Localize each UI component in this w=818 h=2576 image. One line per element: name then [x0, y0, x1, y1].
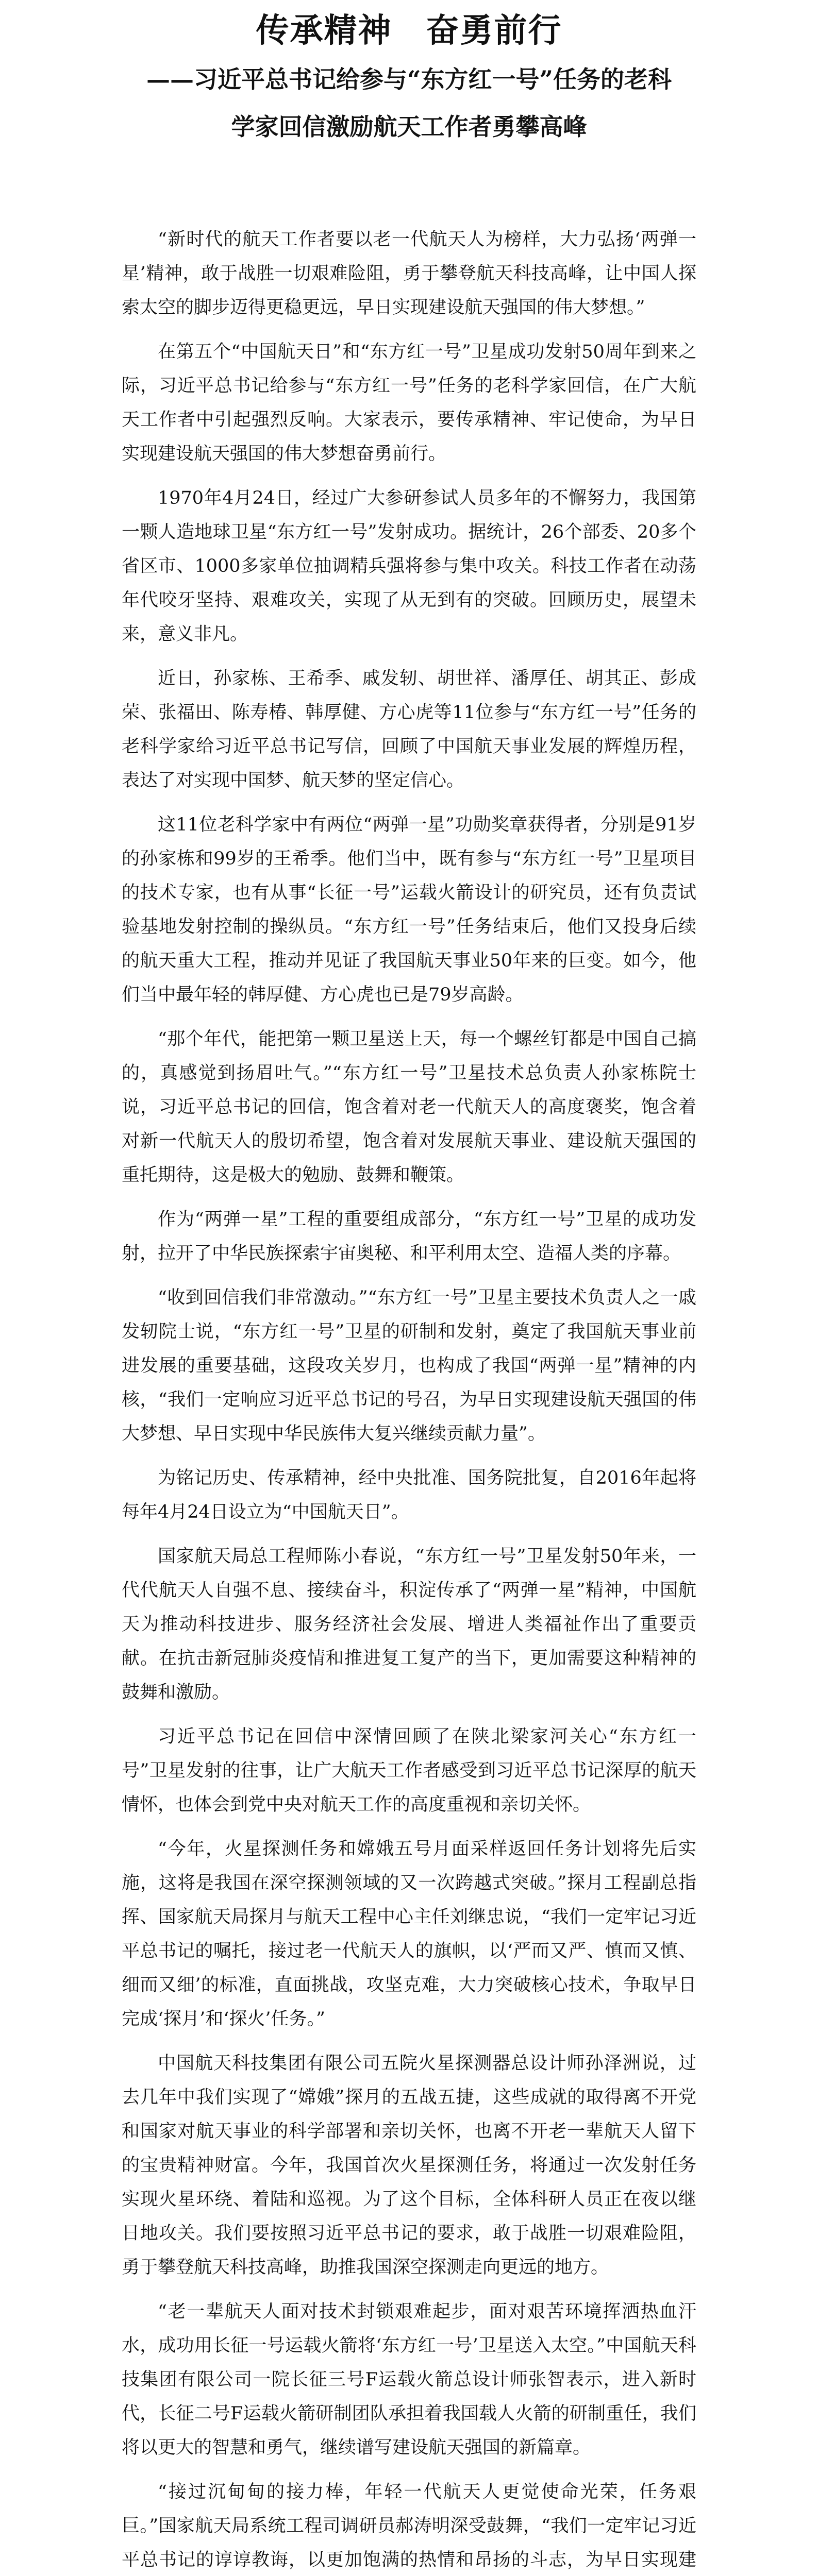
article-paragraph-8: “收到回信我们非常激动。”“东方红一号”卫星主要技术负责人之一戚发轫院士说，“东方红一号”卫星的研制和发射，奠定了我国航天事业前进发展的重要基础，这段攻关岁月，也构成了我国“两弹一星”精神的内核，“我们一定响应习近平总书记的号召，为早日实现建设航天强国的伟大梦想、早日实现中华民族伟大复兴继续贡献力量”。	[122, 1287, 696, 1444]
article-paragraph-12: “今年，火星探测任务和嫦娥五号月面采样返回任务计划将先后实施，这将是我国在深空探测领域的又一次跨越式突破。”探月工程副总指挥、国家航天局探月与航天工程中心主任刘继忠说，“我们一定牢记习近平总书记的嘱托，接过老一代航天人的旗帜，以‘严而又严、慎而又慎、细而又细’的标准，直面挑战，攻坚克难，大力突破核心技术，争取早日完成‘探月’和‘探火’任务。”	[122, 1839, 696, 2029]
article-subtitle-line-2: 学家回信激励航天工作者勇攀高峰	[231, 113, 587, 141]
article-paragraph-15: “接过沉甸甸的接力棒，年轻一代航天人更觉使命光荣，任务艰巨。”国家航天局系统工程司调研员郝涛明深受鼓舞，“我们一定牢记习近平总书记的谆谆教诲，以更加饱满的热情和昂扬的斗志，为早日实现建	[122, 2482, 696, 2570]
article-title: 传承精神 奋勇前行	[256, 11, 562, 50]
article-paragraph-7: 作为“两弹一星”工程的重要组成部分，“东方红一号”卫星的成功发射，拉开了中华民族探索宇宙奥秘、和平利用太空、造福人类的序幕。	[122, 1209, 696, 1264]
article-paragraph-4: 近日，孙家栋、王希季、戚发轫、胡世祥、潘厚任、胡其正、彭成荣、张福田、陈寿椿、韩厚健、方心虎等11位参与“东方红一号”任务的老科学家给习近平总书记写信，回顾了中国航天事业发展的辉煌历程，表达了对实现中国梦、航天梦的坚定信心。	[122, 668, 696, 791]
article-paragraph-2: 在第五个“中国航天日”和“东方红一号”卫星成功发射50周年到来之际，习近平总书记给参与“东方红一号”任务的老科学家回信，在广大航天工作者中引起强烈反响。大家表示，要传承精神、牢记使命，为早日实现建设航天强国的伟大梦想奋勇前行。	[122, 342, 696, 464]
article-paragraph-5: 这11位老科学家中有两位“两弹一星”功勋奖章获得者，分别是91岁的孙家栋和99岁的王希季。他们当中，既有参与“东方红一号”卫星项目的技术专家，也有从事“长征一号”运载火箭设计的研究员，还有负责试验基地发射控制的操纵员。“东方红一号”任务结束后，他们又投身后续的航天重大工程，推动并见证了我国航天事业50年来的巨变。如今，他们当中最年轻的韩厚健、方心虎也已是79岁高龄。	[122, 815, 696, 1005]
article-body	[122, 223, 696, 2576]
article-paragraph-9: 为铭记历史、传承精神，经中央批准、国务院批复，自2016年起将每年4月24日设立为“中国航天日”。	[122, 1468, 696, 1522]
article-paragraph-14: “老一辈航天人面对技术封锁艰难起步，面对艰苦环境挥洒热血汗水，成功用长征一号运载火箭将‘东方红一号’卫星送入太空。”中国航天科技集团有限公司一院长征三号F运载火箭总设计师张智表示，进入新时代，长征二号F运载火箭研制团队承担着我国载人火箭的研制重任，我们将以更大的智慧和勇气，继续谱写建设航天强国的新篇章。	[122, 2301, 696, 2458]
article-paragraph-10: 国家航天局总工程师陈小春说，“东方红一号”卫星发射50年来，一代代航天人自强不息、接续奋斗，积淀传承了“两弹一星”精神，中国航天为推动科技进步、服务经济社会发展、增进人类福祉作出了重要贡献。在抗击新冠肺炎疫情和推进复工复产的当下，更加需要这种精神的鼓舞和激励。	[122, 1546, 696, 1703]
article-paragraph-1: “新时代的航天工作者要以老一代航天人为榜样，大力弘扬‘两弹一星’精神，敢于战胜一切艰难险阻，勇于攀登航天科技高峰，让中国人探索太空的脚步迈得更稳更远，早日实现建设航天强国的伟大梦想。”	[122, 229, 696, 318]
article-paragraph-11: 习近平总书记在回信中深情回顾了在陕北梁家河关心“东方红一号”卫星发射的往事，让广大航天工作者感受到习近平总书记深厚的航天情怀，也体会到党中央对航天工作的高度重视和亲切关怀。	[122, 1726, 696, 1815]
article-paragraph-13: 中国航天科技集团有限公司五院火星探测器总设计师孙泽洲说，过去几年中我们实现了“嫦娥”探月的五战五捷，这些成就的取得离不开党和国家对航天事业的科学部署和亲切关怀，也离不开老一辈航天人留下的宝贵精神财富。今年，我国首次火星探测任务，将通过一次发射任务实现火星环绕、着陆和巡视。为了这个目标，全体科研人员正在夜以继日地攻关。我们要按照习近平总书记的要求，敢于战胜一切艰难险阻，勇于攀登航天科技高峰，助推我国深空探测走向更远的地方。	[122, 2053, 696, 2278]
article-paragraph-3: 1970年4月24日，经过广大参研参试人员多年的不懈努力，我国第一颗人造地球卫星“东方红一号”发射成功。据统计，26个部委、20多个省区市、1000多家单位抽调精兵强将参与集中攻关。科技工作者在动荡年代咬牙坚持、艰难攻关，实现了从无到有的突破。回顾历史，展望未来，意义非凡。	[122, 488, 696, 645]
article-header	[122, 0, 696, 150]
article-paragraph-6: “那个年代，能把第一颗卫星送上天，每一个螺丝钉都是中国自己搞的，真感觉到扬眉吐气。”“东方红一号”卫星技术总负责人孙家栋院士说，习近平总书记的回信，饱含着对老一代航天人的高度褒奖，饱含着对新一代航天人的殷切希望，饱含着对发展航天事业、建设航天强国的重托期待，这是极大的勉励、鼓舞和鞭策。	[122, 1029, 696, 1185]
article-subtitle-line-1: ——习近平总书记给参与“东方红一号”任务的老科	[146, 65, 672, 93]
